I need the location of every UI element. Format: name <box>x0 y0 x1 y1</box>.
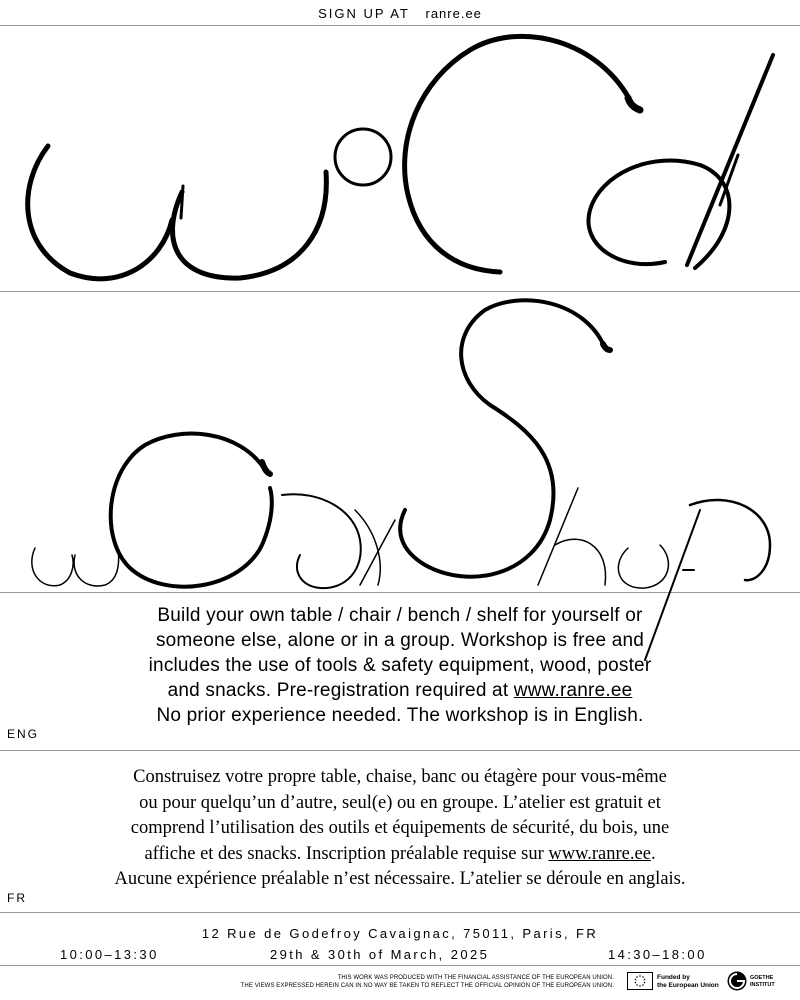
goethe-institut-label <box>750 975 775 989</box>
eu-funding-label <box>657 974 719 990</box>
goethe-institut-logo-icon <box>727 971 747 991</box>
french-line-text: affiche et des snacks. Inscription préalable requise sur <box>144 843 549 864</box>
french-description <box>0 765 800 893</box>
afternoon-time: 14:30–18:00 <box>608 947 707 962</box>
goethe-line: GOETHE <box>750 975 774 981</box>
english-line <box>0 678 800 703</box>
english-registration-link[interactable]: www.ranre.ee <box>513 680 633 701</box>
signup-link[interactable]: ranre.ee <box>425 6 482 21</box>
event-dates: 29th & 30th of March, 2025 <box>270 947 490 962</box>
french-line <box>0 842 800 868</box>
english-line: someone else, alone or in a group. Workshop is free and <box>155 630 645 651</box>
english-line: Build your own table / chair / bench / shelf for yourself or <box>157 605 643 626</box>
eu-flag-icon <box>627 972 653 990</box>
french-registration-link[interactable]: www.ranre.ee <box>548 843 651 864</box>
divider <box>0 750 800 751</box>
english-tag: ENG <box>7 727 40 741</box>
french-line: comprend l’utilisation des outils et équipements de sécurité, du bois, une <box>130 818 670 838</box>
eu-funding-line: Funded by <box>657 974 690 981</box>
eu-funding-line: the European Union <box>657 982 719 989</box>
french-line: Construisez votre propre table, chaise, banc ou étagère pour vous-même <box>133 767 667 787</box>
french-link-suffix: . <box>650 843 656 864</box>
english-line: includes the use of tools & safety equipment, wood, poster <box>148 655 652 676</box>
goethe-line: INSTITUT <box>750 982 775 988</box>
disclaimer-line: THIS WORK WAS PRODUCED WITH THE FINANCIAL ASSISTANCE OF THE EUROPEAN UNION. <box>337 975 614 981</box>
french-line: Aucune expérience préalable n’est nécessaire. L’atelier se déroule en anglais. <box>114 869 686 889</box>
divider <box>0 965 800 966</box>
english-line: No prior experience needed. The workshop is in English. <box>156 705 644 726</box>
french-tag: FR <box>7 891 27 905</box>
disclaimer-line: THE VIEWS EXPRESSED HEREIN CAN IN NO WAY BE TAKEN TO REFLECT THE OFFICIAL OPINION OF THE EUROPEAN UNION. <box>240 983 614 989</box>
event-address: 12 Rue de Godefroy Cavaignac, 75011, Paris, FR <box>201 926 599 941</box>
english-line-text: and snacks. Pre-registration required at <box>167 680 514 701</box>
divider <box>0 912 800 913</box>
english-description <box>0 603 800 728</box>
eu-disclaimer <box>190 974 614 990</box>
signup-label: SIGN UP AT <box>318 6 410 21</box>
french-line: ou pour quelqu’un d’autre, seul(e) ou en groupe. L’atelier est gratuit et <box>139 792 661 813</box>
morning-time: 10:00–13:30 <box>60 947 159 962</box>
